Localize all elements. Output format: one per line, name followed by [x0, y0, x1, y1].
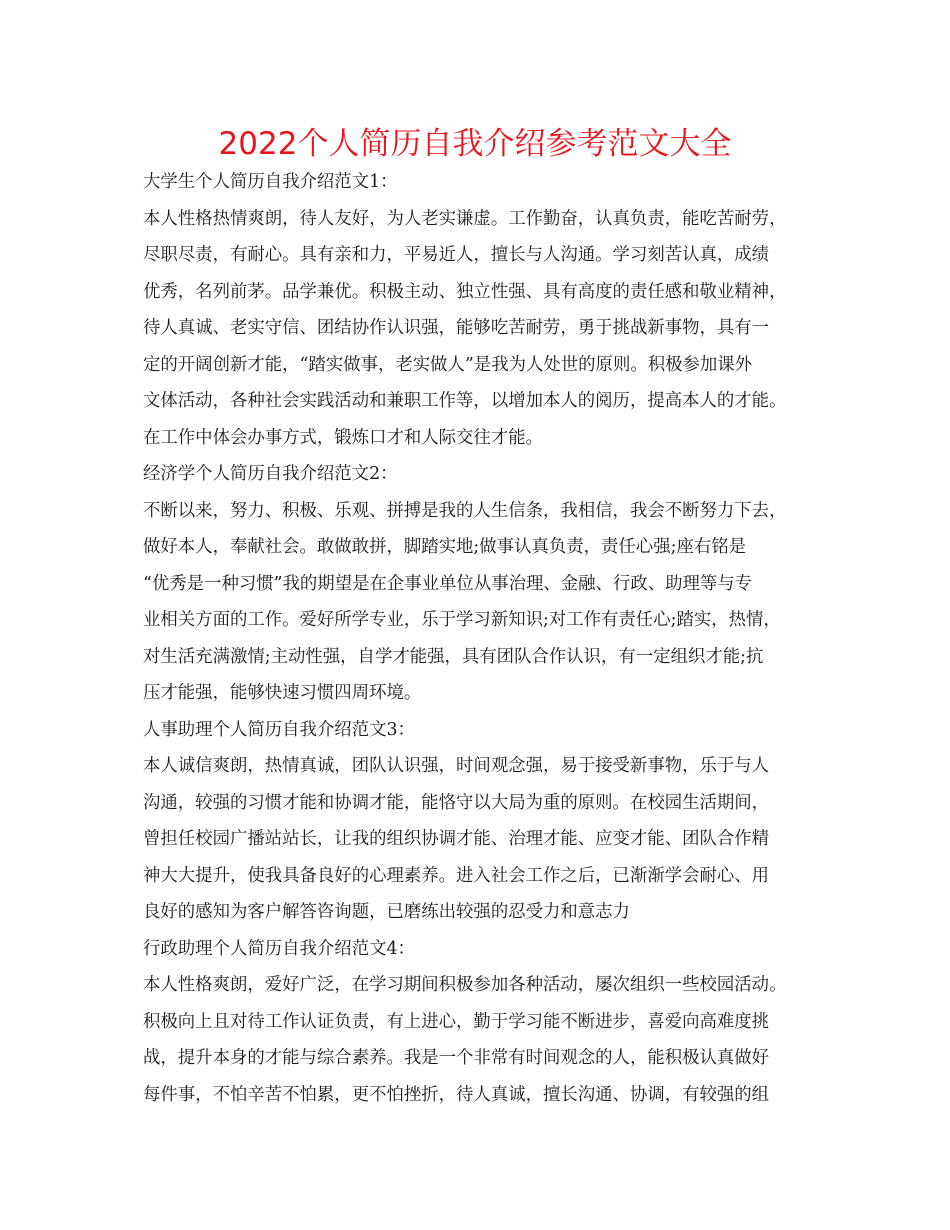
paragraph-line: 神大大提升，使我具备良好的心理素养。进入社会工作之后，已渐渐学会耐心、用: [143, 865, 770, 886]
section-paragraph-2: [143, 493, 819, 712]
paragraph-line: 做好本人，奉献社会。敢做敢拼，脚踏实地;做事认真负责，责任心强;座右铭是: [143, 537, 747, 557]
paragraph-line: 曾担任校园广播站站长，让我的组织协调才能、治理才能、应变才能、团队合作精: [143, 829, 770, 849]
paragraph-line: 本人性格热情爽朗，待人友好，为人老实谦虚。工作勤奋，认真负责，能吃苦耐劳，: [143, 208, 787, 229]
paragraph-line: 优秀，名列前茅。品学兼优。积极主动、独立性强、具有高度的责任感和敬业精神，: [143, 281, 787, 302]
section-paragraph-3: [143, 748, 819, 931]
section-heading-4: 行政助理个人简历自我介绍范文4：: [143, 938, 415, 959]
document-title: 2022个人简历自我介绍参考范文大全: [218, 126, 732, 162]
paragraph-line: 定的开阔创新才能，“踏实做事，老实做人”是我为人处世的原则。积极参加课外: [143, 354, 753, 375]
paragraph-line: 待人真诚、老实守信、团结协作认识强，能够吃苦耐劳，勇于挑战新事物，具有一: [143, 318, 770, 338]
section-heading-2: 经济学个人简历自我介绍范文2：: [143, 464, 398, 484]
paragraph-line: 沟通，较强的习惯才能和协调才能，能恪守以大局为重的原则。在校园生活期间，: [143, 792, 770, 813]
paragraph-line: 不断以来，努力、积极、乐观、拼搏是我的人生信条，我相信，我会不断努力下去，: [143, 500, 787, 521]
document-body: [143, 164, 819, 1113]
paragraph-line: 尽职尽责，有耐心。具有亲和力，平易近人，擅长与人沟通。学习刻苦认真，成绩: [143, 245, 770, 265]
paragraph-line: 压才能强，能够快速习惯四周环境。: [143, 683, 422, 703]
section-heading-1: 大学生个人简历自我介绍范文1：: [143, 172, 398, 192]
paragraph-line: 本人诚信爽朗，热情真诚，团队认识强，时间观念强，易于接受新事物，乐于与人: [143, 756, 770, 776]
paragraph-line: “优秀是一种习惯”我的期望是在企事业单位从事治理、金融、行政、助理等与专: [143, 573, 753, 594]
paragraph-line: 每件事，不怕辛苦不怕累，更不怕挫折，待人真诚，擅长沟通、协调，有较强的组: [143, 1084, 770, 1105]
paragraph-line: 良好的感知为客户解答咨询题，已磨练出较强的忍受力和意志力: [143, 902, 630, 922]
section-heading-3: 人事助理个人简历自我介绍范文3：: [143, 719, 415, 740]
section-paragraph-1: [143, 201, 819, 457]
paragraph-line: 文体活动，各种社会实践活动和兼职工作等，以增加本人的阅历，提高本人的才能。: [143, 391, 787, 411]
paragraph-line: 战，提升本身的才能与综合素养。我是一个非常有时间观念的人，能积极认真做好: [143, 1048, 770, 1068]
paragraph-line: 本人性格爽朗，爱好广泛，在学习期间积极参加各种活动，屡次组织一些校园活动。: [143, 975, 787, 995]
paragraph-line: 对生活充满激情;主动性强，自学才能强，具有团队合作认识，有一定组织才能;抗: [143, 646, 764, 667]
paragraph-line: 业相关方面的工作。爱好所学专业，乐于学习新知识;对工作有责任心;踏实，热情，: [143, 610, 781, 630]
paragraph-line: 在工作中体会办事方式，锻炼口才和人际交往才能。: [143, 427, 543, 448]
section-paragraph-4: [143, 967, 819, 1113]
paragraph-line: 积极向上且对待工作认证负责，有上进心，勤于学习能不断进步，喜爱向高难度挑: [143, 1011, 770, 1032]
